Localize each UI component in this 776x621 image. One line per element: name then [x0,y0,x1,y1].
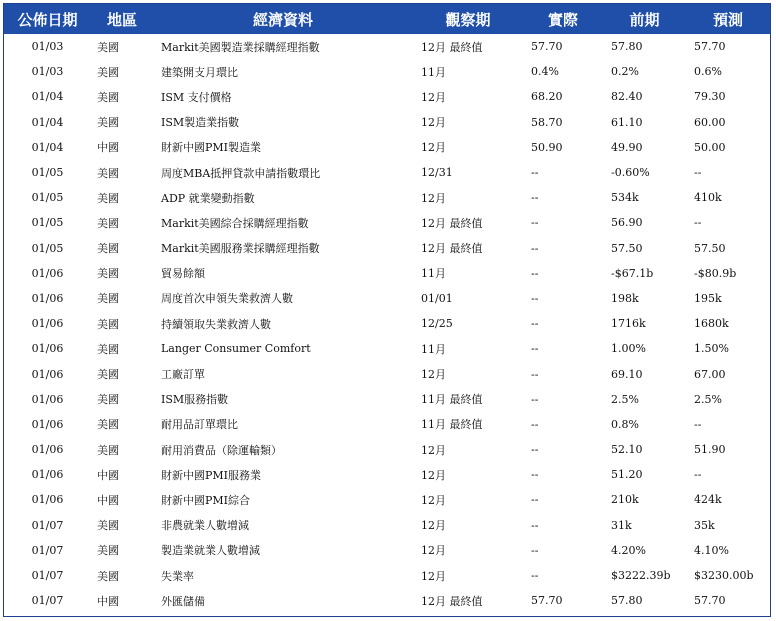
previous-cell: 210k [611,493,639,507]
actual-cell: -- [531,291,539,305]
release-date-cell: 01/07 [31,543,64,557]
actual-cell: -- [531,392,539,406]
release-date-cell: 01/05 [31,191,64,205]
economic-data-cell: 外匯儲備 [161,594,205,608]
release-date-cell: 01/05 [31,216,64,230]
economic-data-cell: 失業率 [161,569,194,583]
table-row [4,160,770,185]
previous-cell: 0.8% [611,417,639,431]
table-row [4,336,770,361]
forecast-cell: -- [694,417,702,431]
table-row [4,236,770,261]
release-date-cell: 01/03 [31,65,64,79]
previous-cell: 57.80 [611,40,643,54]
actual-cell: -- [531,216,539,230]
observation-period-cell: 12/31 [421,166,453,180]
header-release-date[interactable]: 公佈日期 [4,4,91,34]
observation-period-cell: 11月 最終值 [421,393,483,407]
actual-cell: -- [531,493,539,507]
observation-period-cell: 11月 最終值 [421,418,483,432]
release-date-cell: 01/04 [31,115,64,129]
economic-data-cell: 耐用消費品（除運輸類） [161,443,282,457]
previous-cell: 82.40 [611,90,643,104]
release-date-cell: 01/07 [31,594,64,608]
previous-cell: 49.90 [611,140,643,154]
forecast-cell: 4.10% [694,543,729,557]
observation-period-cell: 12月 [421,493,446,507]
observation-period-cell: 12月 最終值 [421,594,483,608]
header-observation-period[interactable]: 觀察期 [413,4,523,34]
previous-cell: -0.60% [611,166,650,180]
observation-period-cell: 12月 [421,519,446,533]
region-cell: 中國 [97,594,119,608]
table-row [4,387,770,412]
header-previous[interactable]: 前期 [603,4,686,34]
actual-cell: -- [531,569,539,583]
header-region[interactable]: 地區 [91,4,153,34]
release-date-cell: 01/06 [31,342,64,356]
observation-period-cell: 11月 [421,65,446,79]
forecast-cell: 35k [694,518,715,532]
economic-data-cell: ISM製造業指數 [161,116,240,130]
table-row [4,84,770,109]
actual-cell: 57.70 [531,40,563,54]
actual-cell: -- [531,468,539,482]
observation-period-cell: 12月 [421,116,446,130]
table-row [4,261,770,286]
previous-cell: 51.20 [611,468,643,482]
economic-data-cell: 耐用品訂單環比 [161,418,238,432]
region-cell: 美國 [97,292,119,306]
table-row [4,563,770,588]
previous-cell: 69.10 [611,367,643,381]
actual-cell: -- [531,317,539,331]
release-date-cell: 01/06 [31,367,64,381]
release-date-cell: 01/06 [31,443,64,457]
forecast-cell: 60.00 [694,115,726,129]
release-date-cell: 01/05 [31,241,64,255]
actual-cell: 58.70 [531,115,563,129]
release-date-cell: 01/04 [31,90,64,104]
observation-period-cell: 12月 [421,90,446,104]
table-row [4,210,770,235]
observation-period-cell: 01/01 [421,291,453,305]
previous-cell: 1.00% [611,342,646,356]
forecast-cell: -- [694,468,702,482]
release-date-cell: 01/05 [31,166,64,180]
region-cell: 美國 [97,569,119,583]
release-date-cell: 01/07 [31,569,64,583]
release-date-cell: 01/06 [31,392,64,406]
previous-cell: 0.2% [611,65,639,79]
observation-period-cell: 11月 [421,267,446,281]
forecast-cell: 57.50 [694,241,726,255]
economic-data-cell: 非農就業人數增減 [161,519,249,533]
economic-data-cell: Markit美國製造業採購經理指數 [161,40,320,54]
economic-data-cell: 持續領取失業救濟人數 [161,317,271,331]
region-cell: 美國 [97,65,119,79]
release-date-cell: 01/04 [31,140,64,154]
release-date-cell: 01/06 [31,417,64,431]
region-cell: 美國 [97,342,119,356]
actual-cell: -- [531,417,539,431]
previous-cell: 534k [611,191,639,205]
table-row [4,135,770,160]
economic-data-cell: Markit美國服務業採購經理指數 [161,242,320,256]
actual-cell: 0.4% [531,65,559,79]
forecast-cell: 79.30 [694,90,726,104]
table-row [4,311,770,336]
table-row [4,185,770,210]
forecast-cell: 424k [694,493,722,507]
region-cell: 美國 [97,418,119,432]
release-date-cell: 01/06 [31,291,64,305]
actual-cell: -- [531,543,539,557]
forecast-cell: 1680k [694,317,729,331]
region-cell: 美國 [97,317,119,331]
economic-data-cell: ADP 就業變動指數 [161,191,255,205]
economic-calendar-table-frame [3,3,771,617]
observation-period-cell: 11月 [421,342,446,356]
region-cell: 美國 [97,242,119,256]
table-row [4,487,770,512]
region-cell: 美國 [97,544,119,558]
table-row [4,361,770,386]
economic-data-cell: Langer Consumer Comfort [161,342,311,356]
observation-period-cell: 12月 [421,141,446,155]
forecast-cell: 410k [694,191,722,205]
table-row [4,538,770,563]
previous-cell: 52.10 [611,443,643,457]
economic-data-cell: 財新中國PMI製造業 [161,141,262,155]
observation-period-cell: 12/25 [421,317,453,331]
table-row [4,588,770,613]
actual-cell: -- [531,443,539,457]
previous-cell: -$67.1b [611,266,654,280]
region-cell: 中國 [97,493,119,507]
forecast-cell: -- [694,216,702,230]
economic-data-cell: 貿易餘額 [161,267,205,281]
region-cell: 美國 [97,368,119,382]
region-cell: 美國 [97,216,119,230]
table-row [4,437,770,462]
observation-period-cell: 12月 [421,443,446,457]
previous-cell: $3222.39b [611,569,671,583]
forecast-cell: 2.5% [694,392,722,406]
table-row [4,286,770,311]
observation-period-cell: 12月 [421,569,446,583]
region-cell: 中國 [97,141,119,155]
actual-cell: -- [531,266,539,280]
forecast-cell: 67.00 [694,367,726,381]
region-cell: 美國 [97,191,119,205]
actual-cell: -- [531,518,539,532]
region-cell: 美國 [97,267,119,281]
previous-cell: 61.10 [611,115,643,129]
economic-calendar-table [4,4,770,613]
actual-cell: 50.90 [531,140,563,154]
economic-data-cell: Markit美國綜合採購經理指數 [161,216,309,230]
observation-period-cell: 12月 [421,368,446,382]
header-forecast[interactable]: 預測 [686,4,770,34]
table-row [4,412,770,437]
economic-data-cell: 財新中國PMI綜合 [161,493,251,507]
region-cell: 美國 [97,90,119,104]
actual-cell: -- [531,166,539,180]
region-cell: 美國 [97,519,119,533]
forecast-cell: 57.70 [694,594,726,608]
previous-cell: 198k [611,291,639,305]
forecast-cell: $3230.00b [694,569,754,583]
observation-period-cell: 12月 [421,191,446,205]
header-actual[interactable]: 實際 [523,4,603,34]
economic-data-cell: 製造業就業人數增減 [161,544,260,558]
observation-period-cell: 12月 最終值 [421,242,483,256]
economic-data-cell: 周度首次申領失業救濟人數 [161,292,293,306]
previous-cell: 56.90 [611,216,643,230]
previous-cell: 2.5% [611,392,639,406]
economic-data-cell: 工廠訂單 [161,368,205,382]
release-date-cell: 01/06 [31,468,64,482]
forecast-cell: 195k [694,291,722,305]
header-row [4,4,770,34]
region-cell: 美國 [97,40,119,54]
previous-cell: 31k [611,518,632,532]
economic-data-cell: 建築開支月環比 [161,65,238,79]
release-date-cell: 01/03 [31,40,64,54]
previous-cell: 57.80 [611,594,643,608]
forecast-cell: 57.70 [694,40,726,54]
header-economic-data[interactable]: 經濟資料 [153,4,413,34]
observation-period-cell: 12月 最終值 [421,216,483,230]
release-date-cell: 01/06 [31,317,64,331]
actual-cell: -- [531,241,539,255]
table-row [4,462,770,487]
forecast-cell: 51.90 [694,443,726,457]
region-cell: 美國 [97,443,119,457]
previous-cell: 57.50 [611,241,643,255]
economic-data-cell: ISM服務指數 [161,393,229,407]
region-cell: 中國 [97,468,119,482]
previous-cell: 1716k [611,317,646,331]
table-body [4,34,770,613]
actual-cell: 57.70 [531,594,563,608]
release-date-cell: 01/06 [31,493,64,507]
economic-data-cell: 周度MBA抵押貸款申請指數環比 [161,166,321,180]
forecast-cell: -- [694,166,702,180]
observation-period-cell: 12月 [421,544,446,558]
release-date-cell: 01/07 [31,518,64,532]
actual-cell: -- [531,191,539,205]
actual-cell: 68.20 [531,90,563,104]
table-row [4,34,770,59]
region-cell: 美國 [97,116,119,130]
forecast-cell: 50.00 [694,140,726,154]
table-row [4,110,770,135]
forecast-cell: 1.50% [694,342,729,356]
actual-cell: -- [531,367,539,381]
observation-period-cell: 12月 最終值 [421,40,483,54]
table-row [4,513,770,538]
observation-period-cell: 12月 [421,468,446,482]
previous-cell: 4.20% [611,543,646,557]
economic-data-cell: ISM 支付價格 [161,90,232,104]
release-date-cell: 01/06 [31,266,64,280]
region-cell: 美國 [97,393,119,407]
economic-data-cell: 財新中國PMI服務業 [161,468,262,482]
table-row [4,59,770,84]
forecast-cell: 0.6% [694,65,722,79]
region-cell: 美國 [97,166,119,180]
actual-cell: -- [531,342,539,356]
forecast-cell: -$80.9b [694,266,737,280]
